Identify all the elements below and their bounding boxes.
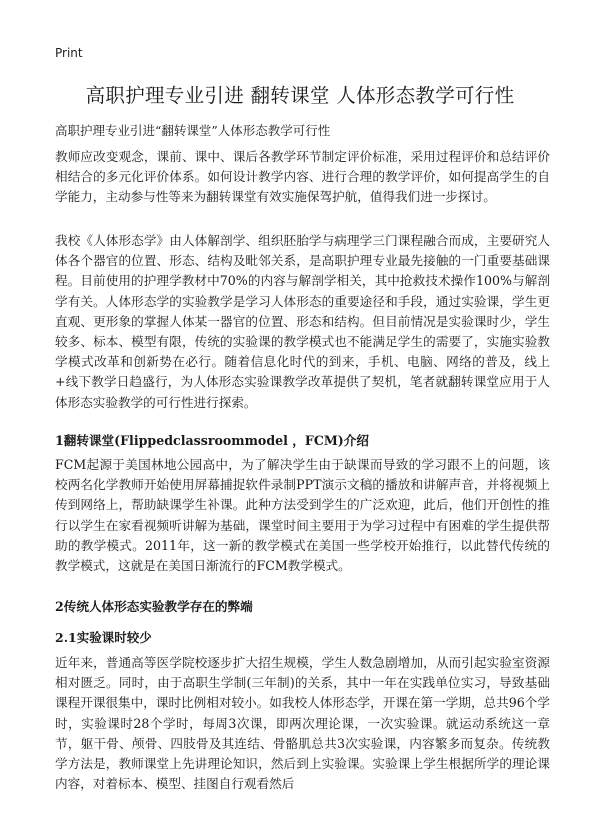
paragraph-intro: 教师应改变观念，课前、课中、课后各教学环节制定评价标准，采用过程评价和总结评价相结合的多元化评价体系。如何设计教学内容、进行合理的教学评价，如何提高学生的自学能力，主动参与性等来为翻转课堂有效实施保驾护航，值得我们进一步探讨。 xyxy=(55,149,550,205)
page-title: 高职护理专业引进 翻转课堂 人体形态教学可行性 xyxy=(85,84,515,107)
section-heading-drawbacks: 2传统人体形态实验教学存在的弊端 xyxy=(55,599,253,614)
paragraph-hours: 近年来，普通高等医学院校逐步扩大招生规模，学生人数急剧增加，从而引起实验室资源相对匮乏。同时，由于高职生学制(三年制)的关系，其中一年在实践单位实习，导致基础课程开课很集中，课时比例相对较小。如我校人体形态学，开课在第一学期，总共96个学时，实验课时28个学时，每周3次课，即两次理论课，一次实验课。就运动系统这一章节，躯干骨、颅骨、四肢骨及其连结、骨骼肌总共3次实验课，内容繁多而复杂。传统教学方法是，教师课堂上先讲理论知识，然后到上实验课。实验课上学生根据所学的理论课内容，对着标本、模型、挂图自行观看然后 xyxy=(55,655,550,792)
section-heading-fcm: 1翻转课堂(Flippedclassroommodel ，FCM)介绍 xyxy=(55,433,369,448)
article-subtitle: 高职护理专业引进“翻转课堂”人体形态教学可行性 xyxy=(55,123,331,138)
paragraph-background: 我校《人体形态学》由人体解剖学、组织胚胎学与病理学三门课程融合而成，主要研究人体各个器官的位置、形态、结构及毗邻关系，是高职护理专业最先接触的一门重要基础课程。目前使用的护理学教材中70%的内容与解剖学相关，其中抢救技术操作100%与解剖学有关。人体形态学的实验教学是学习人体形态的重要途径和手段，通过实验课，学生更直观、更形象的掌握人体某一器官的位置、形态和结构。但目前情况是实验课时少，学生较多、标本、模型有限，传统的实验课的教学模式也不能满足学生的需要了，实施实验教学模式改革和创新势在必行。随着信息化时代的到来，手机、电脑、网络的普及，线上+线下教学日趋盛行，为人体形态实验课教学改革提供了契机，笔者就翻转课堂应用于人体形态实验教学的可行性进行探索。 xyxy=(55,233,550,410)
paragraph-fcm: FCM起源于美国林地公园高中，为了解决学生由于缺课而导致的学习跟不上的问题，该校两名化学教师开始使用屏幕捕捉软件录制PPT演示文稿的播放和讲解声音，并将视频上传到网络上，帮助缺课学生补课。此种方法受到学生的广泛欢迎，此后，他们开创性的推行以学生在家看视频听讲解为基础，课堂时间主要用于为学习过程中有困难的学生提供帮助的教学模式。2011年，这一新的教学模式在美国一些学校开始推行，以此替代传统的教学模式，这就是在美国日渐流行的FCM教学模式。 xyxy=(55,457,550,574)
print-link[interactable]: Print xyxy=(55,46,83,60)
subsection-heading-hours: 2.1实验课时较少 xyxy=(55,630,152,645)
